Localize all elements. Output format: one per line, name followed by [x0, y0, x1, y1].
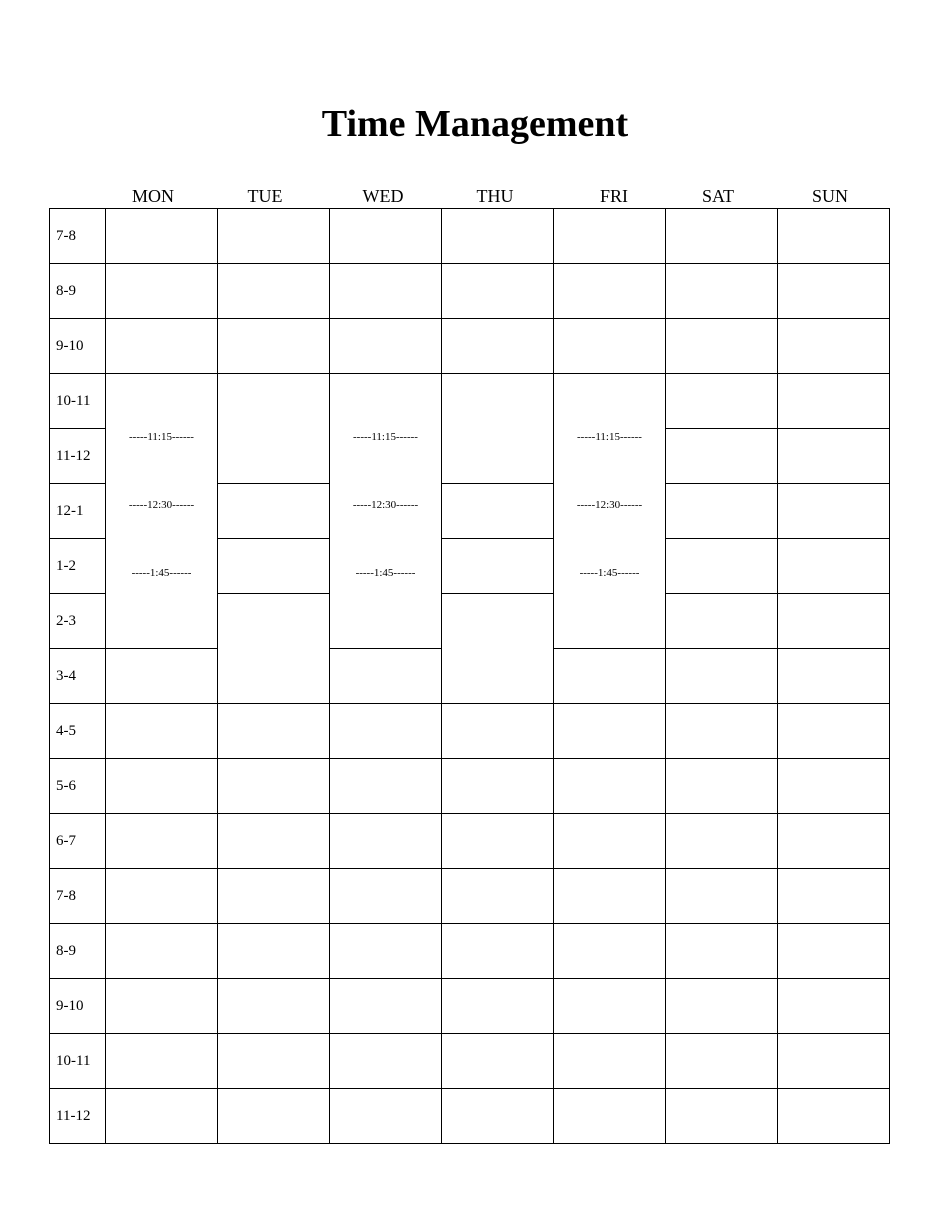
schedule-cell[interactable] [106, 869, 218, 924]
schedule-cell[interactable] [106, 1089, 218, 1144]
schedule-cell[interactable] [778, 264, 890, 319]
schedule-cell[interactable] [554, 649, 666, 704]
time-slot-label: 9-10 [50, 979, 106, 1034]
time-slot-label: 11-12 [50, 1089, 106, 1144]
schedule-cell-merged[interactable] [218, 594, 330, 704]
schedule-cell-merged[interactable] [442, 594, 554, 704]
schedule-cell[interactable] [778, 319, 890, 374]
schedule-cell[interactable] [330, 264, 442, 319]
schedule-cell[interactable] [778, 704, 890, 759]
time-slot-label: 2-3 [50, 594, 106, 649]
time-slot-label: 10-11 [50, 374, 106, 429]
schedule-row [50, 869, 890, 924]
schedule-row [50, 1034, 890, 1089]
day-header-fri: FRI [599, 186, 628, 206]
schedule-cell[interactable] [442, 264, 554, 319]
schedule-cell[interactable] [778, 374, 890, 429]
schedule-cell[interactable] [554, 264, 666, 319]
schedule-grid [49, 208, 890, 1144]
schedule-cell[interactable] [778, 979, 890, 1034]
schedule-cell[interactable] [218, 319, 330, 374]
schedule-cell[interactable] [778, 539, 890, 594]
schedule-cell[interactable] [666, 924, 778, 979]
schedule-cell[interactable] [666, 264, 778, 319]
schedule-cell[interactable] [666, 539, 778, 594]
schedule-cell[interactable] [442, 539, 554, 594]
schedule-cell[interactable] [666, 374, 778, 429]
schedule-cell-merged[interactable] [442, 374, 554, 484]
schedule-cell[interactable] [554, 924, 666, 979]
schedule-cell[interactable] [442, 704, 554, 759]
time-slot-label: 4-5 [50, 704, 106, 759]
schedule-cell[interactable] [778, 1089, 890, 1144]
time-slot-label: 11-12 [50, 429, 106, 484]
schedule-cell[interactable] [554, 869, 666, 924]
schedule-cell[interactable] [666, 1034, 778, 1089]
schedule-cell[interactable] [442, 869, 554, 924]
class-marker: -----1:45------ [579, 567, 640, 579]
schedule-row [50, 209, 890, 264]
day-header-mon: MON [131, 186, 174, 206]
schedule-cell[interactable] [106, 759, 218, 814]
class-marker: -----1:45------ [131, 567, 192, 579]
schedule-cell[interactable] [218, 264, 330, 319]
time-slot-label: 9-10 [50, 319, 106, 374]
time-slot-label: 12-1 [50, 484, 106, 539]
schedule-cell[interactable] [106, 979, 218, 1034]
schedule-cell[interactable] [218, 539, 330, 594]
time-slot-label: 10-11 [50, 1034, 106, 1089]
schedule-cell[interactable] [778, 594, 890, 649]
class-marker: -----12:30------ [352, 499, 419, 511]
schedule-cell[interactable] [554, 704, 666, 759]
schedule-cell[interactable] [218, 869, 330, 924]
schedule-cell[interactable] [218, 484, 330, 539]
schedule-cell[interactable] [666, 704, 778, 759]
time-slot-label: 6-7 [50, 814, 106, 869]
schedule-cell[interactable] [218, 759, 330, 814]
schedule-cell[interactable] [218, 924, 330, 979]
schedule-cell[interactable] [666, 979, 778, 1034]
schedule-cell[interactable] [330, 649, 442, 704]
schedule-cell[interactable] [666, 869, 778, 924]
class-marker: -----11:15------ [577, 431, 642, 443]
schedule-row [50, 319, 890, 374]
schedule-cell[interactable] [218, 1089, 330, 1144]
schedule-cell[interactable] [218, 704, 330, 759]
schedule-cell[interactable] [666, 319, 778, 374]
schedule-cell[interactable] [330, 319, 442, 374]
schedule-cell[interactable] [442, 209, 554, 264]
schedule-cell[interactable] [778, 924, 890, 979]
time-slot-label: 7-8 [50, 209, 106, 264]
schedule-row [50, 814, 890, 869]
class-marker: -----12:30------ [128, 499, 195, 511]
schedule-cell[interactable] [666, 429, 778, 484]
schedule-cell[interactable] [666, 484, 778, 539]
time-slot-label: 5-6 [50, 759, 106, 814]
schedule-cell[interactable] [778, 209, 890, 264]
schedule-cell[interactable] [442, 814, 554, 869]
schedule-cell[interactable] [330, 759, 442, 814]
schedule-cell[interactable] [106, 209, 218, 264]
schedule-cell[interactable] [554, 209, 666, 264]
schedule-cell[interactable] [666, 209, 778, 264]
schedule-cell[interactable] [666, 594, 778, 649]
schedule-cell[interactable] [106, 649, 218, 704]
schedule-cell[interactable] [106, 924, 218, 979]
day-header-thu: THU [476, 186, 514, 206]
schedule-cell[interactable] [330, 1034, 442, 1089]
time-slot-label: 3-4 [50, 649, 106, 704]
schedule-cell[interactable] [778, 1034, 890, 1089]
schedule-cell[interactable] [778, 429, 890, 484]
schedule-row [50, 979, 890, 1034]
time-slot-label: 1-2 [50, 539, 106, 594]
schedule-cell[interactable] [666, 1089, 778, 1144]
schedule-cell[interactable] [106, 319, 218, 374]
schedule-cell[interactable] [330, 814, 442, 869]
schedule-cell[interactable] [442, 979, 554, 1034]
schedule-cell[interactable] [778, 759, 890, 814]
day-header-tue: TUE [247, 186, 283, 206]
schedule-cell[interactable] [554, 1089, 666, 1144]
schedule-row [50, 924, 890, 979]
schedule-row [50, 1089, 890, 1144]
schedule-row [50, 374, 890, 429]
schedule-cell[interactable] [442, 1034, 554, 1089]
schedule-cell[interactable] [442, 759, 554, 814]
class-block-fri[interactable] [554, 374, 666, 649]
schedule-cell[interactable] [106, 814, 218, 869]
time-slot-label: 7-8 [50, 869, 106, 924]
page-title: Time Management [321, 103, 629, 145]
schedule-cell[interactable] [330, 924, 442, 979]
schedule-cell[interactable] [218, 1034, 330, 1089]
schedule-cell[interactable] [554, 319, 666, 374]
schedule-cell[interactable] [554, 979, 666, 1034]
schedule-cell[interactable] [778, 649, 890, 704]
schedule-cell[interactable] [778, 869, 890, 924]
class-marker: -----11:15------ [353, 431, 418, 443]
schedule-cell[interactable] [330, 869, 442, 924]
schedule-cell[interactable] [330, 979, 442, 1034]
class-block-mon[interactable] [106, 374, 218, 649]
schedule-cell[interactable] [330, 704, 442, 759]
schedule-cell-merged[interactable] [218, 374, 330, 484]
schedule-cell[interactable] [666, 814, 778, 869]
schedule-cell[interactable] [218, 979, 330, 1034]
schedule-cell[interactable] [106, 704, 218, 759]
class-block-wed[interactable] [330, 374, 442, 649]
class-marker: -----11:15------ [129, 431, 194, 443]
schedule-cell[interactable] [330, 209, 442, 264]
time-slot-label: 8-9 [50, 924, 106, 979]
schedule-cell[interactable] [442, 1089, 554, 1144]
schedule-cell[interactable] [106, 1034, 218, 1089]
schedule-row [50, 704, 890, 759]
schedule-cell[interactable] [442, 319, 554, 374]
schedule-cell[interactable] [666, 649, 778, 704]
schedule-cell[interactable] [106, 264, 218, 319]
schedule-cell[interactable] [666, 759, 778, 814]
schedule-cell[interactable] [218, 814, 330, 869]
day-header-wed: WED [362, 186, 404, 206]
schedule-cell[interactable] [442, 484, 554, 539]
schedule-cell[interactable] [442, 924, 554, 979]
schedule-cell[interactable] [554, 759, 666, 814]
schedule-cell[interactable] [778, 484, 890, 539]
schedule-row [50, 264, 890, 319]
schedule-cell[interactable] [778, 814, 890, 869]
class-marker: -----1:45------ [355, 567, 416, 579]
schedule-cell[interactable] [554, 1034, 666, 1089]
day-header-sat: SAT [701, 186, 734, 206]
day-header-sun: SUN [811, 186, 848, 206]
time-slot-label: 8-9 [50, 264, 106, 319]
schedule-cell[interactable] [330, 1089, 442, 1144]
class-marker: -----12:30------ [576, 499, 643, 511]
schedule-cell[interactable] [218, 209, 330, 264]
schedule-cell[interactable] [554, 814, 666, 869]
schedule-row [50, 759, 890, 814]
